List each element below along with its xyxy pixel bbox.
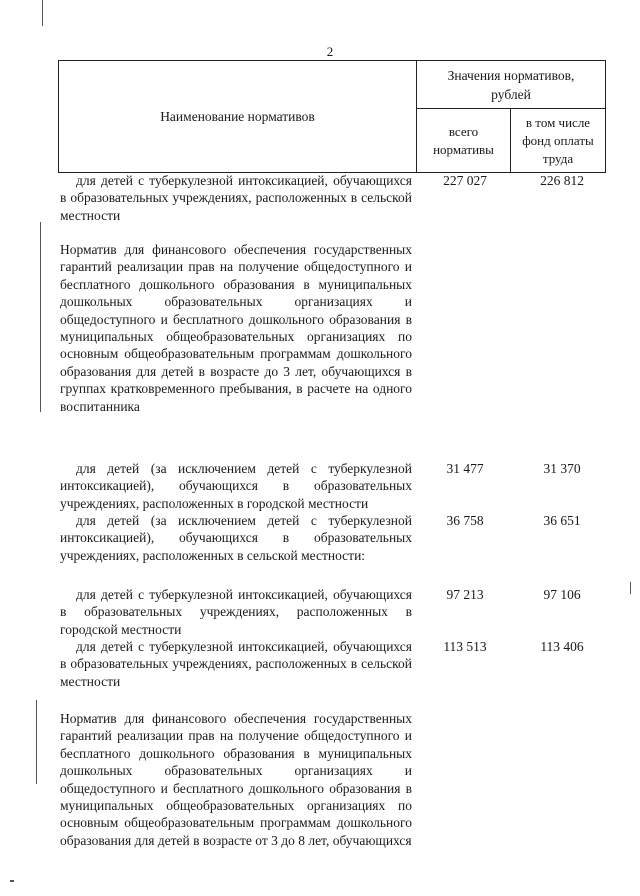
row-description: Норматив для финансового обеспечения государственных гарантий реализации прав на получение общедоступного и бесплатного дошкольного образования в муниципальных дошкольных образовательных организациях и общедоступного и бесплатного дошкольного образования в муниципальных общеобразовательных организациях по основным общеобразовательным программам дошкольного образования для детей в возрасте от 3 до 8 лет, обучающихся [60,711,412,848]
scan-mark-top-left [42,0,43,26]
row-description: для детей с туберкулезной интоксикацией, обучающихся в образовательных учреждениях, расположенных в сельской местности [60,173,412,223]
row-description: для детей с туберкулезной интоксикацией, обучающихся в образовательных учреждениях, расположенных в сельской местности [60,639,412,689]
row-payroll-value: 226 812 [540,173,584,188]
scan-mark-right-margin [630,582,631,594]
header-payroll-column: в том числе фонд оплаты труда [522,114,594,166]
header-name-column: Наименование нормативов [59,61,417,172]
page-number: 2 [326,44,334,59]
row-payroll-value: 31 370 [543,461,581,476]
row-payroll-value: 36 651 [543,513,581,528]
row-total-value: 97 213 [446,587,484,602]
row-total-value: 227 027 [443,173,487,188]
row-payroll-value: 113 406 [540,639,584,654]
scan-mark-bottom-left [10,880,14,882]
scan-mark-left-margin [40,222,41,412]
scan-mark-left-margin-lower [36,700,37,784]
row-description: Норматив для финансового обеспечения государственных гарантий реализации прав на получение общедоступного и бесплатного дошкольного образования в муниципальных дошкольных образовательных организациях и общедоступного и бесплатного дошкольного образования в муниципальных общеобразовательных организациях по основным общеобразовательным программам дошкольного образования для детей в возрасте до 3 лет, обучающихся в группах кратковременного пребывания, в расчете на одного воспитанника [60,242,412,414]
row-total-value: 113 513 [443,639,487,654]
header-values-column: Значения нормативов, рублей [417,61,605,109]
header-total-column: всего нормативы [417,109,511,172]
row-total-value: 36 758 [446,513,484,528]
row-description: для детей (за исключением детей с туберкулезной интоксикацией), обучающихся в образовательных учреждениях, расположенных в сельской местности: [60,513,412,563]
row-description: для детей с туберкулезной интоксикацией, обучающихся в образовательных учреждениях, расположенных в городской местности [60,587,412,637]
row-payroll-value: 97 106 [543,587,581,602]
table-header [58,60,606,173]
row-description: для детей (за исключением детей с туберкулезной интоксикацией), обучающихся в образовательных учреждениях, расположенных в городской местности [60,461,412,511]
row-total-value: 31 477 [446,461,484,476]
